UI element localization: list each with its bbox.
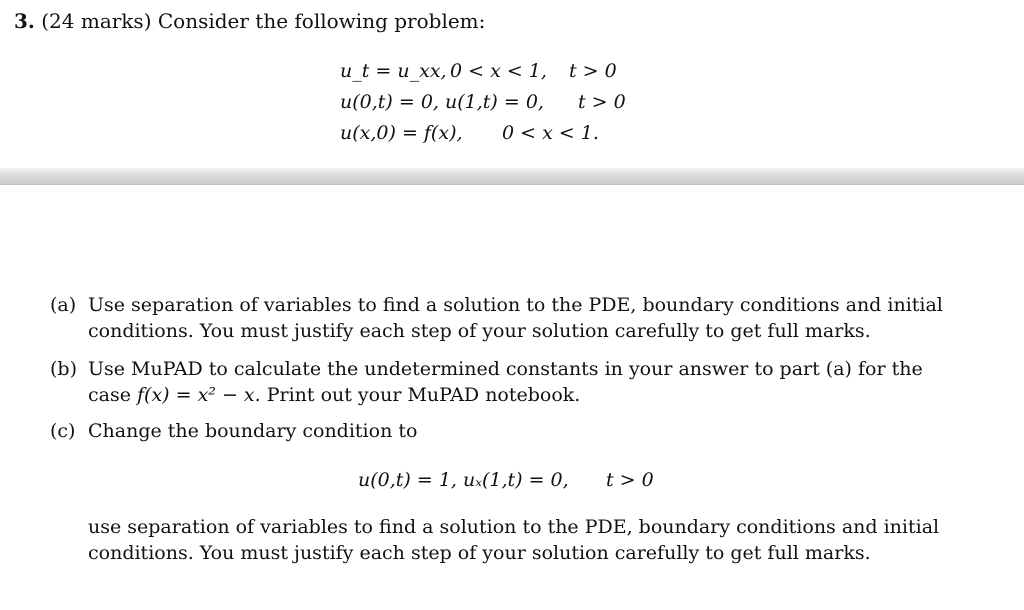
part-text: Change the boundary condition to (88, 420, 418, 442)
part-text: use separation of variables to find a solution to the PDE, boundary conditions and initial (88, 516, 940, 538)
equation-domain: 0 < x < 1. (502, 122, 599, 144)
equation-time: t > 0 (569, 60, 617, 82)
part-text: conditions. You must justify each step of your solution carefully to get full marks. (88, 542, 871, 564)
part-label: (c) (50, 420, 76, 442)
equation-lhs: u(0,t) = 1, uₓ(1,t) = 0, (358, 469, 569, 491)
equation-time: t > 0 (606, 469, 654, 491)
equation-lhs: u(x,0) = f(x), (340, 122, 463, 144)
part-text: Print out your MuPAD notebook. (260, 384, 581, 406)
question-header (14, 9, 485, 33)
equation-lhs: u_t = u_xx, (340, 60, 447, 82)
part-text: case (88, 384, 138, 406)
inline-math: f(x) = x² − x. (137, 384, 261, 406)
equation-time: t > 0 (578, 91, 626, 113)
part-label: (a) (50, 294, 77, 316)
question-number: 3. (14, 9, 35, 33)
part-text: Use separation of variables to find a solution to the PDE, boundary conditions and initial (88, 294, 943, 316)
part-text: conditions. You must justify each step of your solution carefully to get full marks. (88, 320, 871, 342)
part-c-continuation (88, 516, 939, 568)
part-label: (b) (50, 358, 77, 380)
part-text: Use MuPAD to calculate the undetermined constants in your answer to part (a) for the (88, 358, 923, 380)
part-text-line2 (88, 384, 580, 406)
section-divider (0, 168, 1024, 184)
equation-lhs: u(0,t) = 0, u(1,t) = 0, (340, 91, 544, 113)
equation-domain: 0 < x < 1, (450, 60, 547, 82)
question-intro: (24 marks) Consider the following problem: (41, 9, 486, 33)
